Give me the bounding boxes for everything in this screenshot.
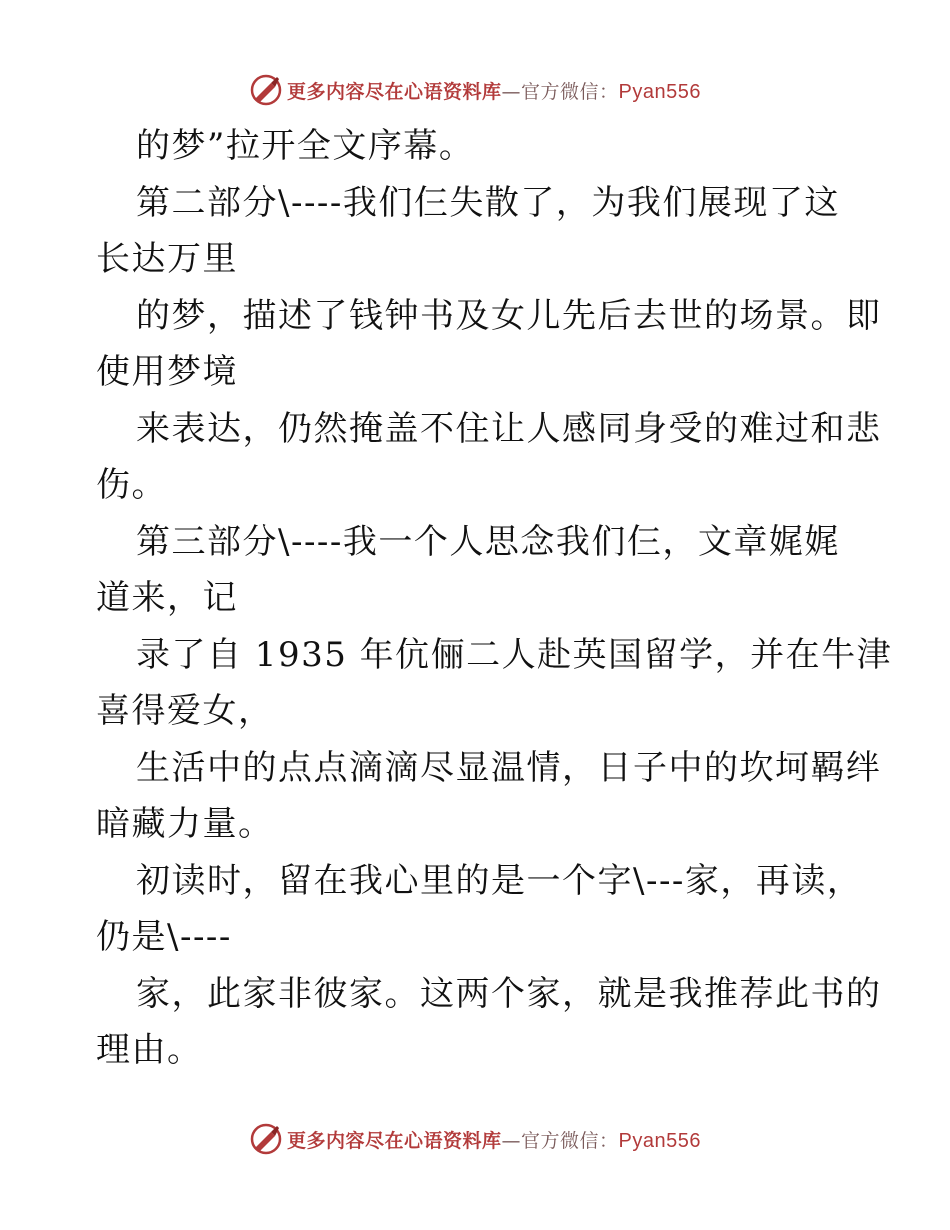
- banner-site-name: 更多内容尽在心语资料库: [287, 1129, 502, 1152]
- text-line: 使用梦境: [96, 352, 238, 392]
- footer-watermark-banner: [0, 1119, 950, 1159]
- text-line: 长达万里: [96, 239, 238, 279]
- text-line: 的梦，描述了钱钟书及女儿先后去世的场景。即: [136, 295, 882, 336]
- text-line: 喜得爱女，: [96, 691, 274, 731]
- banner-wechat-id: Pyan556: [618, 1129, 701, 1152]
- text-line: 初读时，留在我心里的是一个字\---家，再读，: [136, 860, 863, 901]
- text-line: 道来，记: [96, 578, 238, 618]
- text-line: 第二部分\----我们仨失散了，为我们展现了这: [136, 182, 840, 223]
- header-watermark-banner: [0, 70, 950, 110]
- pen-logo-icon: [249, 73, 283, 107]
- document-body: [96, 118, 893, 1079]
- banner-wechat-id: Pyan556: [618, 80, 701, 103]
- pen-logo-icon: [249, 1122, 283, 1156]
- text-line: 理由。: [96, 1030, 203, 1070]
- banner-wechat-label: 官方微信：: [521, 80, 619, 103]
- banner-dash: —: [501, 80, 522, 103]
- banner-site-name: 更多内容尽在心语资料库: [287, 80, 502, 103]
- text-line: 暗藏力量。: [96, 804, 274, 844]
- text-line: 伤。: [96, 465, 167, 505]
- banner-wechat-label: 官方微信：: [521, 1129, 619, 1152]
- text-line: 生活中的点点滴滴尽显温情，日子中的坎坷羁绊: [136, 747, 882, 788]
- text-line: 的梦”拉开全文序幕。: [136, 126, 475, 166]
- banner-dash: —: [501, 1129, 522, 1152]
- text-line: 第三部分\----我一个人思念我们仨，文章娓娓: [136, 521, 840, 562]
- text-line: 家，此家非彼家。这两个家，就是我推荐此书的: [136, 973, 882, 1014]
- text-line: 来表达，仍然掩盖不住让人感同身受的难过和悲: [136, 408, 882, 449]
- text-line: 录了自 1935 年伉俪二人赴英国留学，并在牛津: [136, 634, 893, 675]
- text-line: 仍是\----: [96, 917, 232, 957]
